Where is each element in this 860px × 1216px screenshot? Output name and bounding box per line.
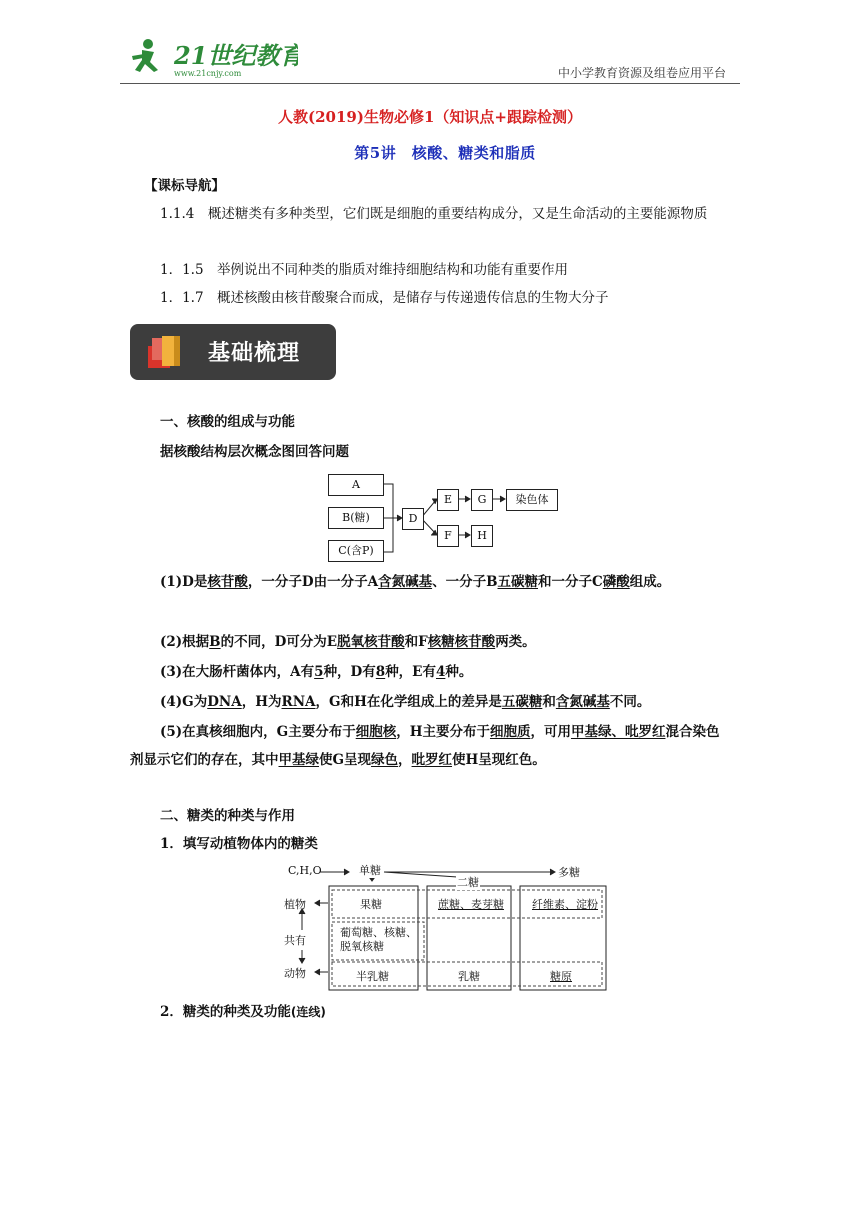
question-4: (4)G为DNA，H为RNA，G和H在化学组成上的差异是五碳糖和含氮碱基不同。 — [160, 694, 651, 710]
svg-text:www.21cnjy.com: www.21cnjy.com — [174, 69, 242, 78]
question-5: (5)在真核细胞内，G主要分布于细胞核，H主要分布于细胞质，可用甲基绿、吡罗红混合染色剂显示它们的存在，其中甲基绿使G呈现绿色，吡罗红使H呈现红色。 — [130, 724, 720, 768]
section-1-subheading: 据核酸结构层次概念图回答问题 — [160, 444, 349, 460]
question-2: (2)根据B的不同，D可分为E脱氧核苷酸和F核糖核苷酸两类。 — [160, 634, 536, 650]
platform-name: 中小学教育资源及组卷应用平台 — [557, 66, 726, 80]
node-A: A — [328, 474, 384, 496]
section-2-subheading-2: 2．糖类的种类及功能(连线) — [160, 1004, 326, 1020]
node-C: C(含P) — [328, 540, 384, 562]
books-icon — [144, 332, 188, 376]
site-logo — [128, 36, 298, 84]
nav-item-1: 1.1.4 概述糖类有多种类型，它们既是细胞的重要结构成分，又是生命活动的主要能源物质 — [160, 206, 708, 222]
page-header — [120, 36, 740, 84]
section-2-subheading-1: 1．填写动植物体内的糖类 — [160, 836, 318, 852]
section-1-heading: 一、核酸的组成与功能 — [160, 414, 295, 430]
header-divider — [120, 83, 740, 84]
nav-item-3: 1．1.7 概述核酸由核苷酸聚合而成，是储存与传递遗传信息的生物大分子 — [160, 290, 609, 306]
label-common: 共有 — [284, 934, 306, 947]
label-plant: 植物 — [284, 898, 306, 911]
banner-label: 基础梳理 — [208, 341, 301, 366]
cell-glucose-ribose: 葡萄糖、核糖、 脱氧核糖 — [340, 926, 417, 953]
section-banner — [130, 324, 336, 380]
node-E: E — [437, 489, 459, 511]
cell-lactose: 乳糖 — [458, 970, 480, 983]
label-cho: C,H,O — [288, 864, 322, 877]
label-animal: 动物 — [284, 967, 306, 980]
question-3: (3)在大肠杆菌体内，A有5种，D有8种，E有4种。 — [160, 664, 473, 680]
cell-glycogen: 糖原 — [550, 970, 572, 983]
node-B: B(糖) — [328, 507, 384, 529]
label-polysaccharide: 多糖 — [558, 866, 580, 879]
label-disaccharide: 二糖 — [457, 876, 479, 889]
svg-text:21世纪教育: 21世纪教育 — [174, 41, 298, 70]
cell-cellulose-starch: 纤维素、淀粉 — [532, 898, 598, 911]
document-title: 人教(2019)生物必修1（知识点+跟踪检测） — [278, 108, 582, 126]
cell-sucrose-maltose: 蔗糖、麦芽糖 — [438, 898, 504, 911]
question-1: (1)D是核苷酸，一分子D由一分子A含氮碱基、一分子B五碳糖和一分子C磷酸组成。 — [160, 574, 671, 590]
node-chromosome: 染色体 — [506, 489, 558, 511]
cell-fructose: 果糖 — [360, 898, 382, 911]
sugar-classification-diagram — [284, 860, 608, 992]
nav-item-2: 1．1.5 举例说出不同种类的脂质对维持细胞结构和功能有重要作用 — [160, 262, 569, 278]
section-2-heading: 二、糖类的种类与作用 — [160, 808, 295, 824]
node-F: F — [437, 525, 459, 547]
node-G: G — [471, 489, 493, 511]
node-H: H — [471, 525, 493, 547]
label-monosaccharide: 单糖 — [359, 864, 381, 877]
cell-galactose: 半乳糖 — [356, 970, 389, 983]
lesson-title: 第5讲 核酸、糖类和脂质 — [354, 144, 536, 162]
node-D: D — [402, 508, 424, 530]
nucleic-acid-diagram — [328, 472, 560, 564]
nav-heading: 【课标导航】 — [144, 178, 225, 194]
